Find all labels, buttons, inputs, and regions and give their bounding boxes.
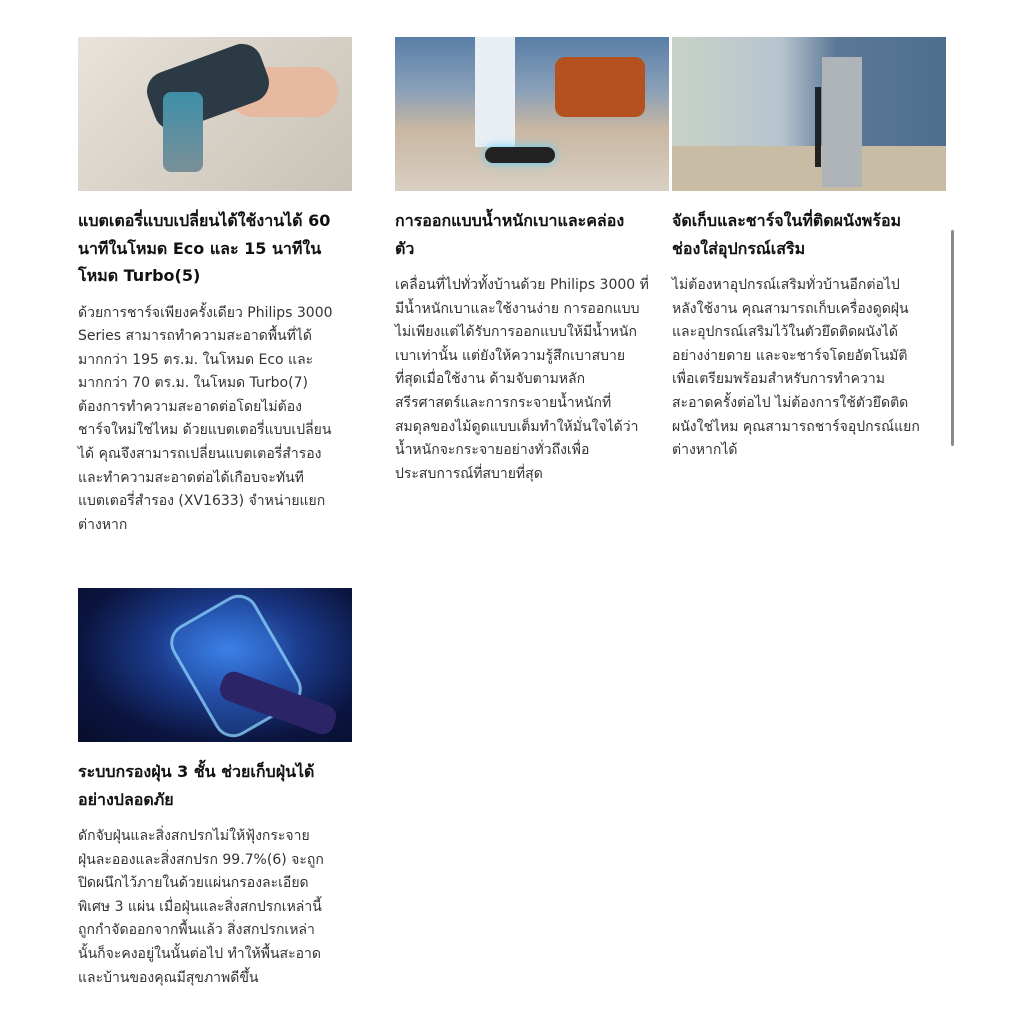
text-line: ที่สุดเมื่อใช้งาน ด้ามจับตามหลัก [395, 371, 586, 388]
text-line: ดักจับฝุ่นและสิ่งสกปรกไม่ให้ฟุ้งกระจาย [78, 828, 310, 844]
text-line: และบ้านของคุณมีสุขภาพดีขึ้น [78, 969, 259, 986]
text-line: หลังใช้งาน คุณสามารถเก็บเครื่องดูดฝุ่น [672, 300, 909, 317]
text-line: มากกว่า 70 ตร.ม. ในโหมด Turbo(7) [78, 375, 308, 392]
text-line: มากกว่า 195 ตร.ม. ในโหมด Eco และ [78, 351, 314, 368]
feature-description [395, 274, 671, 486]
text-line: ระบบกรองฝุ่น 3 ชั้น ช่วยเก็บฝุ่นได้ [78, 762, 315, 781]
feature-card-wall-storage [672, 37, 948, 463]
text-line: ถูกกำจัดออกจากพื้นแล้ว สิ่งสกปรกเหล่า [78, 922, 315, 939]
text-line: Series สามารถทำความสะอาดพื้นที่ได้ [78, 328, 312, 345]
feature-card-filter [78, 588, 354, 990]
text-line: ปิดผนึกไว้ภายในด้วยแผ่นกรองละเอียด [78, 875, 309, 892]
text-line: ต้องการทำความสะอาดต่อโดยไม่ต้อง [78, 398, 302, 415]
text-line: เบาเท่านั้น แต่ยังให้ความรู้สึกเบาสบาย [395, 347, 626, 364]
text-line: พิเศษ 3 แผ่น เมื่อฝุ่นและสิ่งสกปรกเหล่านี้ [78, 898, 322, 915]
text-line: สะอาดครั้งต่อไป ไม่ต้องการใช้ตัวยึดติด [672, 394, 909, 411]
feature-card-battery [78, 37, 354, 537]
text-line: จัดเก็บและชาร์จในที่ติดผนังพร้อม [672, 211, 902, 230]
text-line: อย่างง่ายดาย และจะชาร์จโดยอัตโนมัติ [672, 347, 908, 364]
scrollbar[interactable] [951, 230, 954, 446]
text-line: เคลื่อนที่ไปทั่วทั้งบ้านด้วย Philips 3000 ที่ [395, 277, 649, 293]
feature-description [78, 302, 354, 538]
text-line: โหมด Turbo(5) [78, 266, 201, 285]
text-line: นาทีในโหมด Eco และ 15 นาทีใน [78, 238, 322, 258]
text-line: แบตเตอรี่แบบเปลี่ยนได้ใช้งานได้ 60 [78, 211, 331, 230]
text-line: ชาร์จใหม่ใช่ไหม ด้วยแบตเตอรี่แบบเปลี่ยน [78, 422, 332, 439]
text-line: เพื่อเตรียมพร้อมสำหรับการทำความ [672, 371, 885, 388]
text-line: ประสบการณ์ที่สบายที่สุด [395, 465, 543, 482]
text-line: ต่างหาก [78, 516, 128, 533]
feature-card-lightweight [395, 37, 671, 486]
feature-title [395, 207, 671, 262]
text-line: มีน้ำหนักเบาและใช้งานง่าย การออกแบบ [395, 300, 640, 317]
text-line: สมดุลของไม้ดูดแบบเต็มทำให้มั่นใจได้ว่า [395, 418, 639, 435]
text-line: นั้นก็จะคงอยู่ในนั้นต่อไป ทำให้พื้นสะอาด [78, 945, 321, 962]
text-line: และอุปกรณ์เสริมไว้ในตัวยึดติดผนังได้ [672, 324, 898, 341]
feature-title [78, 207, 354, 290]
product-image [78, 588, 352, 742]
text-line: แบตเตอรี่สำรอง (XV1633) จำหน่ายแยก [78, 493, 326, 510]
text-line: ไม่ต้องหาอุปกรณ์เสริมทั่วบ้านอีกต่อไป [672, 277, 900, 293]
text-line: สรีรศาสตร์และการกระจายน้ำหนักที่ [395, 394, 612, 411]
text-line: อย่างปลอดภัย [78, 789, 174, 809]
feature-description [672, 274, 948, 463]
text-line: ต่างหากได้ [672, 442, 738, 459]
text-line: ได้ คุณจึงสามารถเปลี่ยนแบตเตอรี่สำรอง [78, 446, 322, 463]
text-line: การออกแบบน้ำหนักเบาและคล่อง [395, 211, 625, 230]
text-line: ช่องใส่อุปกรณ์เสริม [672, 238, 806, 258]
text-line: ผนังใช่ไหม คุณสามารถชาร์จอุปกรณ์แยก [672, 418, 920, 435]
product-image [395, 37, 669, 191]
product-image [78, 37, 352, 191]
text-line: น้ำหนักจะกระจายอย่างทั่วถึงเพื่อ [395, 442, 590, 459]
feature-title [672, 207, 948, 262]
text-line: ตัว [395, 238, 415, 258]
feature-title [78, 758, 354, 813]
feature-description [78, 825, 354, 990]
product-image [672, 37, 946, 191]
text-line: ไม่เพียงแต่ได้รับการออกแบบให้มีน้ำหนัก [395, 324, 637, 341]
text-line: และทำความสะอาดต่อได้เกือบจะทันที [78, 469, 304, 486]
text-line: ด้วยการชาร์จเพียงครั้งเดียว Philips 3000 [78, 304, 333, 321]
text-line: ฝุ่นละอองและสิ่งสกปรก 99.7%(6) จะถูก [78, 851, 324, 868]
